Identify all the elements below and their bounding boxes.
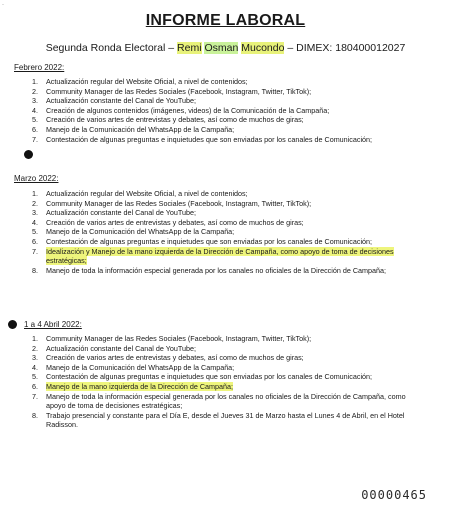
list-item-highlighted: 7. Idealización y Manejo de la mano izquierda de la Dirección de Campaña, como apoyo de toma de decisiones estratégicas; [32, 246, 394, 266]
list-item: 8. Trabajo presencial y constante para el Día E, desde el Jueves 31 de Marzo hasta el Lunes 4 de Abril, en el Hotel Radisson. [32, 410, 405, 430]
list-item: 2. Community Manager de las Redes Sociales (Facebook, Instagram, Twitter, TikTok); [32, 198, 312, 208]
list-abril [24, 334, 424, 430]
section-heading-abril: 1 a 4 Abril 2022: [24, 320, 82, 329]
list-item: 3. Actualización constante del Canal de YouTube; [32, 96, 196, 106]
list-item-highlighted: 6. Manejo de la mano izquierda de la Dirección de Campaña; [32, 381, 233, 391]
list-item: 7. Contestación de algunas preguntas e inquietudes que son enviadas por los canales de Comunicación; [32, 134, 373, 144]
dimex-number: DIMEX: 180400012027 [296, 42, 406, 54]
list-item: 1. Actualización regular del Website Oficial, a nivel de contenidos; [32, 189, 248, 198]
list-item: 8. Manejo de toda la información especial generada por los canales no oficiales de la Dirección de Campaña; [32, 265, 387, 275]
list-item: 1. Community Manager de las Redes Sociales (Facebook, Instagram, Twitter, TikTok); [32, 334, 312, 343]
list-item: 5. Creación de varios artes de entrevistas y debates, así como de muchos de giras; [32, 115, 304, 125]
list-item: 4. Creación de varios artes de entrevistas y debates, así como de muchos de giras; [32, 217, 304, 227]
ink-dot-mark [24, 150, 33, 159]
list-item: 4. Creación de algunos contenidos (imágenes, videos) de la Comunicación de la Campaña; [32, 105, 330, 115]
subtitle-prefix: Segunda Ronda Electoral [45, 42, 166, 54]
subtitle-dash-2: – [284, 42, 297, 54]
list-item: 6. Manejo de la Comunicación del WhatsApp de la Campaña; [32, 124, 235, 134]
list-item: 5. Contestación de algunas preguntas e inquietudes que son enviadas por los canales de Comunicación; [32, 372, 373, 382]
section-heading-marzo: Marzo 2022: [14, 174, 59, 183]
name-first: Remi [177, 42, 202, 54]
list-item: 2. Community Manager de las Redes Sociales (Facebook, Instagram, Twitter, TikTok); [32, 86, 312, 96]
list-item: 1. Actualización regular del Website Oficial, a nivel de contenidos; [32, 77, 248, 86]
list-item: 7. Manejo de toda la información especial generada por los canales no oficiales de la Dirección de Campaña, como apoyo de toma de decisiones estratégicas; [32, 391, 406, 411]
document-subtitle [0, 42, 451, 54]
list-item: 5. Manejo de la Comunicación del WhatsApp de la Campaña; [32, 227, 235, 237]
list-marzo [24, 189, 424, 275]
ink-dot-mark [8, 320, 17, 329]
list-item: 4. Manejo de la Comunicación del WhatsApp de la Campaña; [32, 362, 235, 372]
list-item: 2. Actualización constante del Canal de YouTube; [32, 343, 196, 353]
subtitle-dash: – [165, 42, 178, 54]
list-item: 3. Actualización constante del Canal de YouTube; [32, 208, 196, 218]
section-heading-febrero: Febrero 2022: [14, 63, 65, 72]
page-number-stamp: 00000465 [361, 488, 427, 502]
list-febrero [24, 77, 424, 144]
list-item: 3. Creación de varios artes de entrevistas y debates, así como de muchos de giras; [32, 353, 304, 363]
name-last: Mucondo [241, 42, 285, 54]
list-item: 6. Contestación de algunas preguntas e inquietudes que son enviadas por los canales de Comunicación; [32, 236, 373, 246]
page-corner-mark: · [2, 2, 4, 8]
document-title: INFORME LABORAL [145, 12, 306, 29]
name-middle: Osman [204, 42, 239, 54]
